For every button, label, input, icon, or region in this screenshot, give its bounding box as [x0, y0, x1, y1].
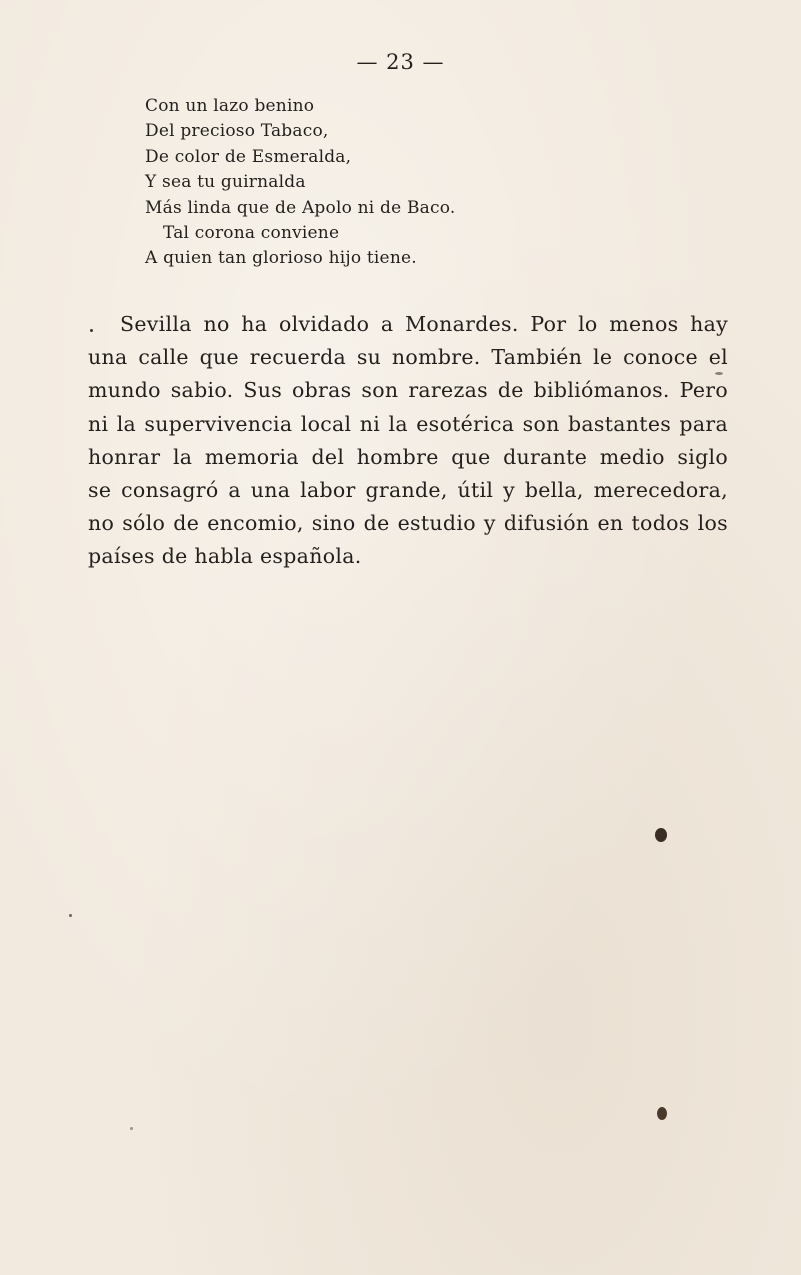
ink-speck — [90, 329, 93, 332]
poem-line: A quien tan glorioso hijo tiene. — [145, 248, 417, 269]
poem-line: Tal corona conviene — [163, 223, 340, 244]
ink-speck — [655, 828, 667, 842]
paragraph-line: ni la supervivencia local ni la esotérica son bastantes para — [88, 411, 728, 436]
poem-line: De color de Esmeralda, — [145, 146, 352, 167]
paragraph-line: se consagró a una labor grande, útil y bella, merecedora, — [88, 478, 728, 503]
ink-speck — [130, 1127, 133, 1130]
ink-speck — [715, 372, 723, 375]
paragraph-line: honrar la memoria del hombre que durante medio siglo — [88, 444, 728, 469]
paragraph-line: mundo sabio. Sus obras son rarezas de bibliómanos. Pero — [88, 378, 728, 403]
paragraph-line: una calle que recuerda su nombre. También le conoce el — [88, 345, 728, 370]
poem-line: Y sea tu guirnalda — [145, 172, 306, 193]
body-paragraph — [88, 308, 728, 574]
ink-speck — [657, 1107, 667, 1120]
poem-line: Más linda que de Apolo ni de Baco. — [145, 197, 456, 218]
poem-stanza — [145, 94, 455, 272]
paragraph-line: Sevilla no ha olvidado a Monardes. Por lo menos hay — [120, 312, 728, 336]
poem-line: Con un lazo benino — [145, 96, 315, 116]
ink-speck — [69, 914, 72, 917]
poem-line: Del precioso Tabaco, — [145, 121, 329, 142]
paragraph-line: países de habla española. — [88, 544, 362, 569]
page-number: — 23 — — [356, 50, 445, 74]
paragraph-line: no sólo de encomio, sino de estudio y difusión en todos los — [88, 511, 728, 536]
